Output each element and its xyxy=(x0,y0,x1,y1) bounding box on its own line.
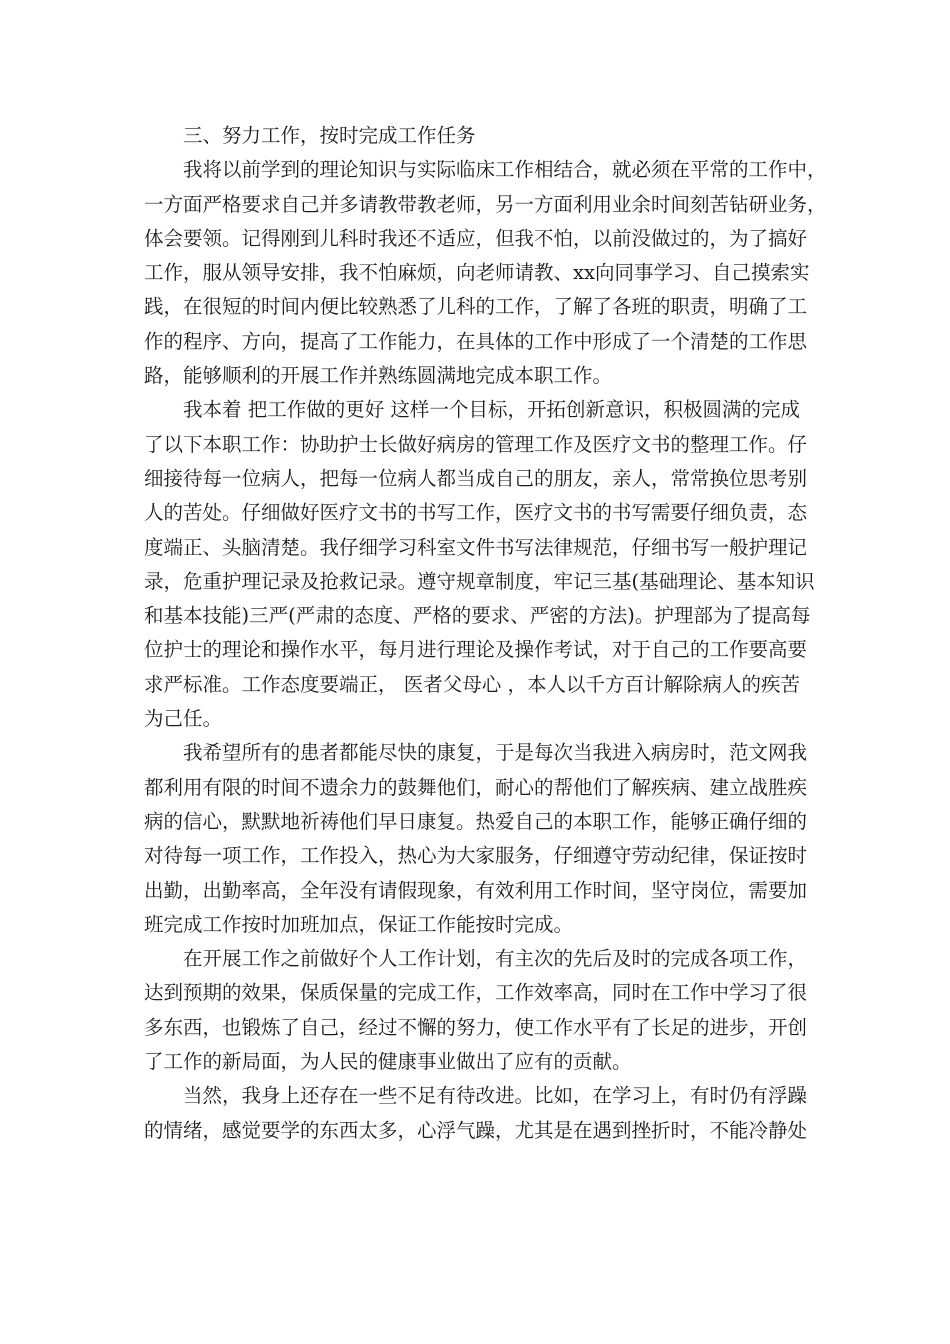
text-line: 一方面严格要求自己并多请教带教老师，另一方面利用业余时间刻苦钻研业务， xyxy=(144,192,827,216)
text-line: 人的苦处。仔细做好医疗文书的书写工作，医疗文书的书写需要仔细负责，态 xyxy=(144,501,808,525)
text-line: 多东西，也锻炼了自己，经过不懈的努力，使工作水平有了长足的进步，开创 xyxy=(144,1015,808,1039)
text-line: 达到预期的效果，保质保量的完成工作，工作效率高，同时在工作中学习了很 xyxy=(144,981,808,1005)
text-line: 病的信心，默默地祈祷他们早日康复。热爱自己的本职工作，能够正确仔细的 xyxy=(144,809,808,833)
text-line: 工作，服从领导安排，我不怕麻烦，向老师请教、xx向同事学习、自己摸索实 xyxy=(144,261,810,285)
document-body xyxy=(144,119,827,1148)
text-line: 路，能够顺利的开展工作并熟练圆满地完成本职工作。 xyxy=(144,364,613,388)
text-line: 践，在很短的时间内便比较熟悉了儿科的工作，了解了各班的职责，明确了工 xyxy=(144,295,808,319)
text-line: 度端正、头脑清楚。我仔细学习科室文件书写法律规范，仔细书写一般护理记 xyxy=(144,535,808,559)
text-line: 体会要领。记得刚到儿科时我还不适应，但我不怕，以前没做过的，为了搞好 xyxy=(144,226,808,250)
text-line: 录，危重护理记录及抢救记录。遵守规章制度，牢记三基(基础理论、基本知识 xyxy=(144,569,815,593)
text-line: 在开展工作之前做好个人工作计划，有主次的先后及时的完成各项工作， xyxy=(183,947,808,971)
text-line: 了工作的新局面，为人民的健康事业做出了应有的贡献。 xyxy=(144,1050,632,1074)
text-line: 为己任。 xyxy=(144,707,223,731)
section-heading: 三、努力工作，按时完成工作任务 xyxy=(183,124,476,147)
text-line: 的情绪，感觉要学的东西太多，心浮气躁，尤其是在遇到挫折时，不能冷静处 xyxy=(144,1118,808,1142)
text-line: 出勤，出勤率高，全年没有请假现象，有效利用工作时间，坚守岗位，需要加 xyxy=(144,878,808,902)
text-line: 作的程序、方向，提高了工作能力，在具体的工作中形成了一个清楚的工作思 xyxy=(144,329,808,353)
text-line: 和基本技能)三严(严肃的态度、严格的要求、严密的方法)。护理部为了提高每 xyxy=(144,604,811,628)
text-line: 对待每一项工作，工作投入，热心为大家服务，仔细遵守劳动纪律，保证按时 xyxy=(144,844,808,868)
text-line: 都利用有限的时间不遗余力的鼓舞他们，耐心的帮他们了解疾病、建立战胜疾 xyxy=(144,775,808,799)
text-line: 班完成工作按时加班加点，保证工作能按时完成。 xyxy=(144,912,574,936)
text-line: 了以下本职工作：协助护士长做好病房的管理工作及医疗文书的整理工作。仔 xyxy=(144,432,808,456)
text-line: 求严标准。工作态度要端正， 医者父母心 ，本人以千方百计解除病人的疾苦 xyxy=(144,672,800,696)
text-line: 当然，我身上还存在一些不足有待改进。比如，在学习上，有时仍有浮躁 xyxy=(183,1084,808,1108)
text-line: 位护士的理论和操作水平，每月进行理论及操作考试，对于自己的工作要高要 xyxy=(144,638,808,662)
text-line: 我本着 把工作做的更好 这样一个目标，开拓创新意识，积极圆满的完成 xyxy=(183,398,800,422)
text-line: 我将以前学到的理论知识与实际临床工作相结合，就必须在平常的工作中， xyxy=(183,158,827,182)
text-line: 细接待每一位病人，把每一位病人都当成自己的朋友，亲人，常常换位思考别 xyxy=(144,466,808,490)
text-line: 我希望所有的患者都能尽快的康复，于是每次当我进入病房时，范文网我 xyxy=(183,741,808,765)
